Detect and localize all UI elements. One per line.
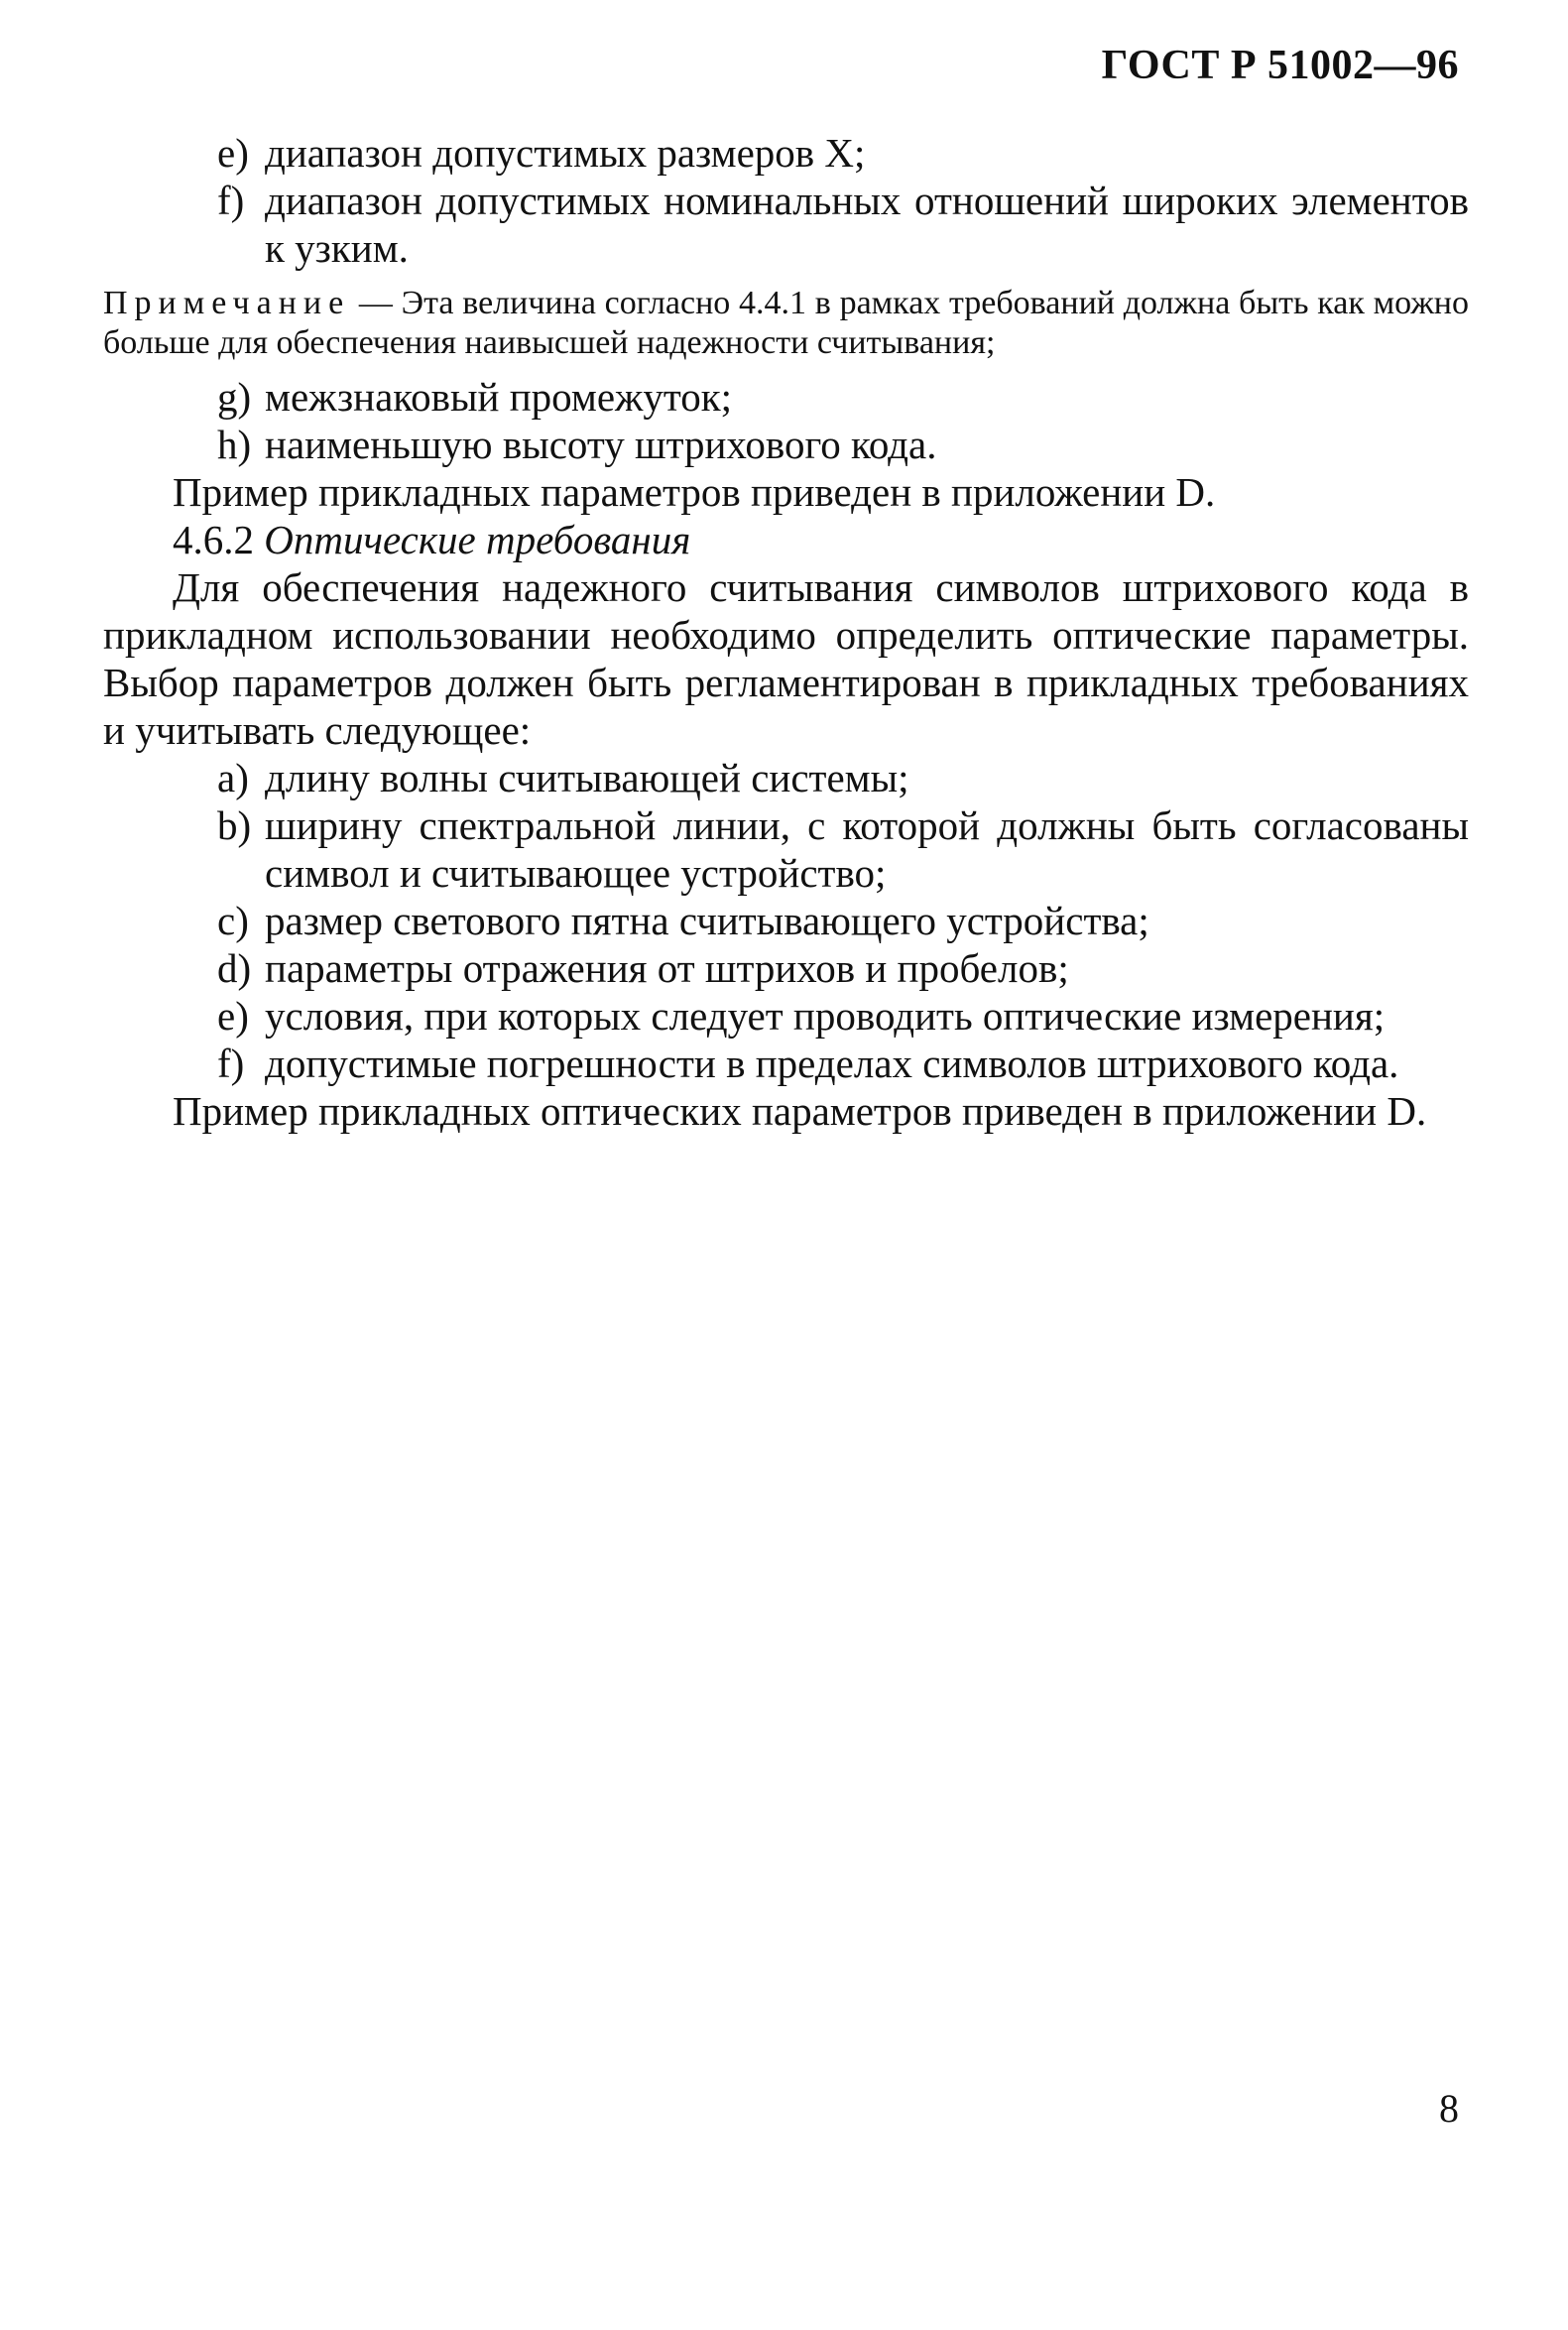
list-item-a	[103, 754, 1469, 801]
list-item-f	[103, 177, 1469, 272]
list-text: межзнаковый промежуток;	[265, 374, 733, 420]
example-paragraph-2: Пример прикладных оптических параметров приведен в приложении D.	[173, 1088, 1427, 1134]
note-text: — Эта величина согласно 4.4.1 в рамках требований должна быть как можно больше для обеспечения наивысшей надежности считывания;	[103, 285, 1469, 361]
list-text: диапазон допустимых номинальных отношений широких элементов к узким.	[265, 178, 1469, 271]
list-marker: g)	[217, 374, 252, 420]
document-code-header: ГОСТ Р 51002—96	[1101, 43, 1459, 88]
list-text: допустимые погрешности в пределах символов штрихового кода.	[265, 1041, 1399, 1086]
intro-paragraph: Для обеспечения надежного считывания символов штрихового кода в прикладном использовании необходимо определить оптические параметры. Выбор параметров должен быть регламентирован в прикладных требованиях и учитывать следующее:	[103, 564, 1469, 753]
section-number: 4.6.2	[173, 517, 254, 562]
list-text: наименьшую высоту штрихового кода.	[265, 422, 937, 467]
list-text: длину волны считывающей системы;	[265, 755, 909, 800]
list-item-h	[103, 421, 1469, 468]
list-item-e	[103, 129, 1469, 177]
list-text: условия, при которых следует проводить оптические измерения;	[265, 993, 1386, 1039]
list-item-e-optical	[103, 992, 1469, 1040]
list-marker: c)	[217, 898, 249, 943]
example-paragraph-1: Пример прикладных параметров приведен в приложении D.	[173, 469, 1216, 515]
list-text: параметры отражения от штрихов и пробелов;	[265, 945, 1069, 991]
note-label: Примечание	[103, 285, 351, 321]
list-item-c	[103, 897, 1469, 944]
section-title: Оптические требования	[264, 517, 691, 562]
list-marker: f)	[217, 1041, 245, 1086]
page-number: 8	[1439, 2086, 1459, 2131]
list-marker: b)	[217, 802, 252, 848]
list-text: ширину спектральной линии, с которой должны быть согласованы символ и считывающее устройство;	[265, 802, 1469, 896]
note-block	[103, 284, 1469, 363]
list-marker: d)	[217, 945, 252, 991]
list-item-g	[103, 373, 1469, 421]
list-marker: e)	[217, 993, 249, 1039]
list-item-d	[103, 944, 1469, 992]
list-marker: h)	[217, 422, 252, 467]
list-item-b	[103, 801, 1469, 897]
list-item-f-optical	[103, 1040, 1469, 1087]
list-marker: e)	[217, 130, 249, 176]
list-marker: f)	[217, 178, 245, 223]
list-text: размер светового пятна считывающего устройства;	[265, 898, 1149, 943]
list-marker: a)	[217, 755, 249, 800]
list-text: диапазон допустимых размеров X;	[265, 130, 866, 176]
document-body	[103, 129, 1469, 1135]
section-heading	[103, 516, 1469, 563]
